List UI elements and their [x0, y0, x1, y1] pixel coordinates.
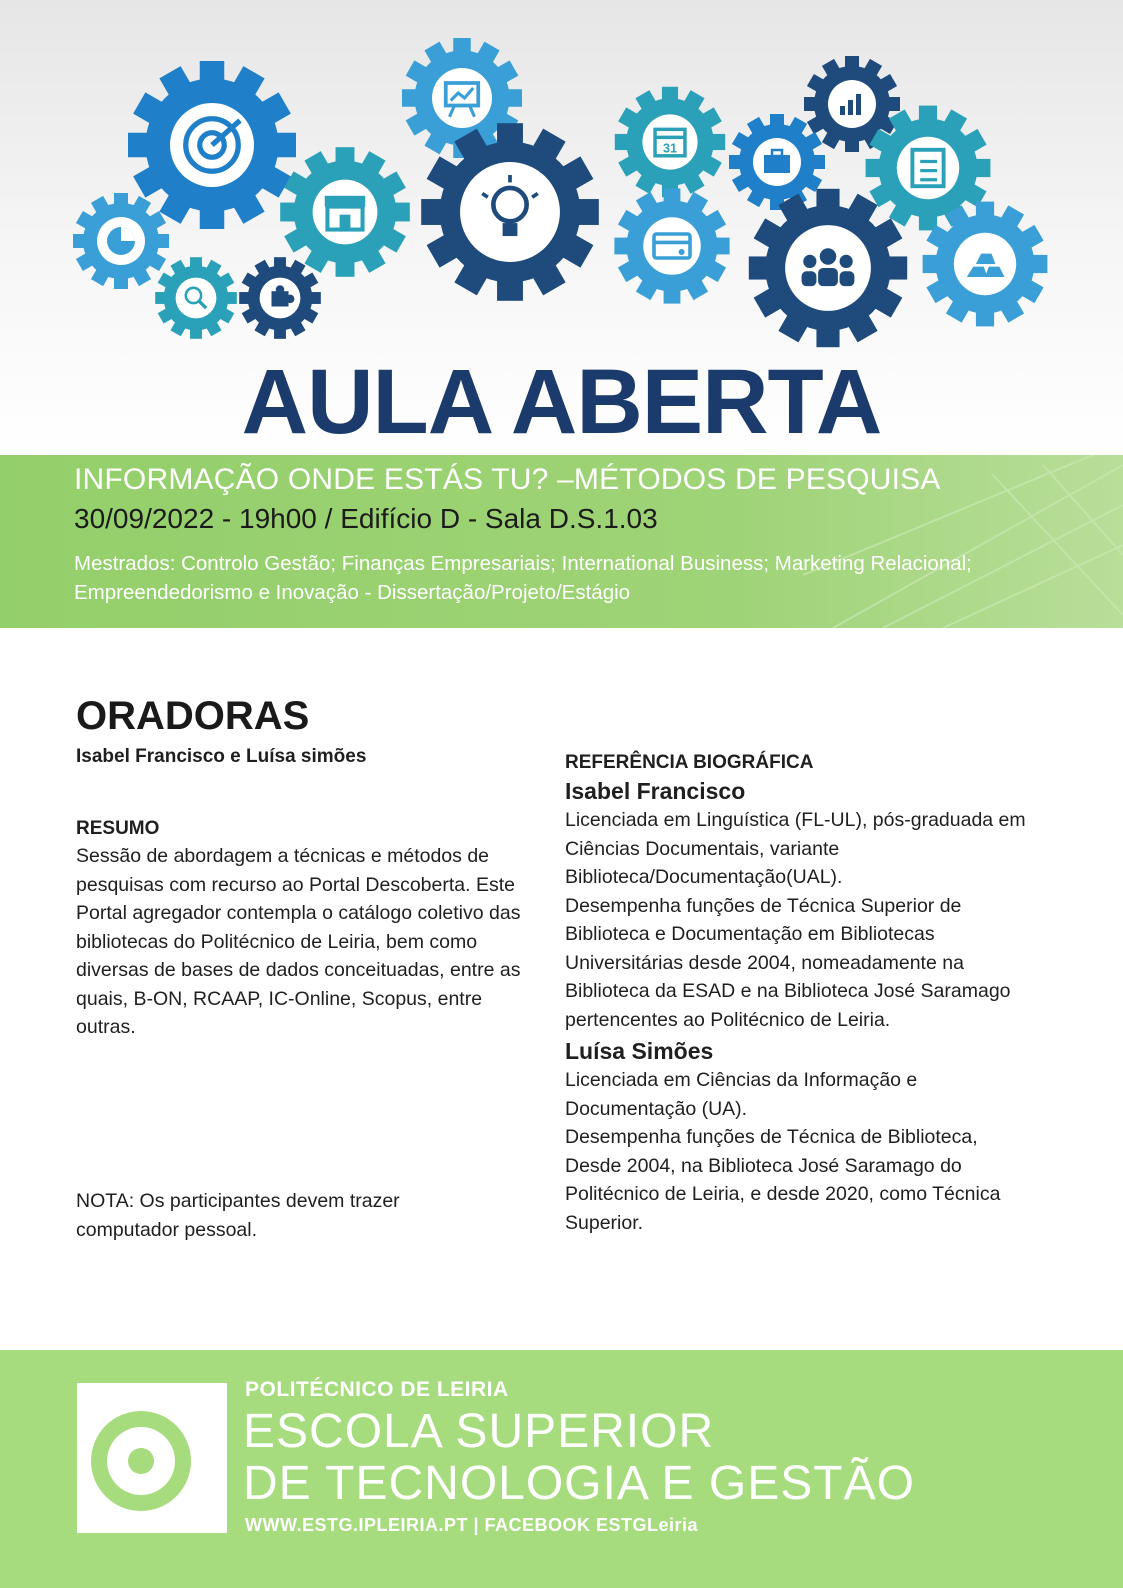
institution-name: POLITÉCNICO DE LEIRIA: [245, 1378, 509, 1401]
footer: [0, 1350, 1123, 1588]
school-logo-icon: [77, 1383, 227, 1533]
people-icon: [749, 189, 907, 347]
summary-heading: RESUMO: [76, 818, 160, 839]
summary-text: Sessão de abordagem a técnicas e métodos de pesquisas com recurso ao Portal Descoberta. Este Portal agregador contempla o catálogo coletivo das bibliotecas do Politécnico de Leiria, bem como diversas de bases de dados conceituadas, entre as quais, B-ON, RCAAP, IC-Online, Scopus, entre outras.: [76, 845, 521, 1038]
store-icon: [280, 147, 410, 277]
event-info-band: [0, 455, 1123, 628]
footer-links[interactable]: WWW.ESTG.IPLEIRIA.PT | FACEBOOK ESTGLeiria: [245, 1515, 699, 1535]
speakers-names: Isabel Francisco e Luísa simões: [76, 746, 367, 767]
target-icon: [128, 61, 296, 229]
bio-name-luisa: Luísa Simões: [565, 1038, 714, 1064]
puzzle-icon: [239, 257, 321, 339]
bio-heading: REFERÊNCIA BIOGRÁFICA: [565, 752, 814, 773]
briefcase-icon: [729, 114, 825, 210]
bio-text-luisa-role: Desempenha funções de Técnica de Biblioteca, Desde 2004, na Biblioteca José Saramago do Politécnico de Leiria, e desde 2020, como Técnica Superior.: [565, 1126, 1001, 1234]
magnifier-icon: [155, 257, 237, 339]
speakers-heading: ORADORAS: [76, 694, 310, 738]
calendar-icon: [615, 87, 725, 197]
school-name-line1: ESCOLA SUPERIOR: [243, 1405, 715, 1458]
bio-text-isabel-role: Desempenha funções de Técnica Superior de Biblioteca e Documentação em Bibliotecas Universitárias desde 2004, nomeadamente na Biblioteca da ESAD e na Biblioteca José Saramago pertencentes ao Politécnico de Leiria.: [565, 894, 1011, 1031]
gold-bars-icon: [923, 202, 1048, 327]
left-column: [76, 692, 536, 1042]
bio-text-isabel-degree: Licenciada em Linguística (FL-UL), pós-graduada em Ciências Documentais, variante Biblioteca/Documentação(UAL).: [565, 809, 1026, 888]
headline: AULA ABERTA: [241, 351, 882, 453]
event-datetime-location: 30/09/2022 - 19h00 / Edifício D - Sala D.S.1.03: [74, 503, 658, 534]
credit-card-icon: [614, 188, 729, 303]
bio-column: [565, 752, 1035, 1237]
hero-banner: [0, 0, 1123, 455]
event-programs: Mestrados: Controlo Gestão; Finanças Empresariais; International Business; Marketing Relacional; Empreendedorismo e Inovação - Dissertação/Projeto/Estágio: [74, 552, 972, 604]
svg-text:31: 31: [662, 141, 678, 156]
pie-chart-icon: [73, 193, 169, 289]
bio-name-isabel: Isabel Francisco: [565, 778, 746, 804]
note: NOTA: Os participantes devem trazer computador pessoal.: [76, 1190, 400, 1241]
lightbulb-icon: [421, 123, 599, 301]
school-name-line2: DE TECNOLOGIA E GESTÃO: [243, 1457, 915, 1510]
event-title: INFORMAÇÃO ONDE ESTÁS TU? –MÉTODOS DE PESQUISA: [74, 463, 941, 496]
bio-text-luisa-degree: Licenciada em Ciências da Informação e Documentação (UA).: [565, 1069, 918, 1120]
